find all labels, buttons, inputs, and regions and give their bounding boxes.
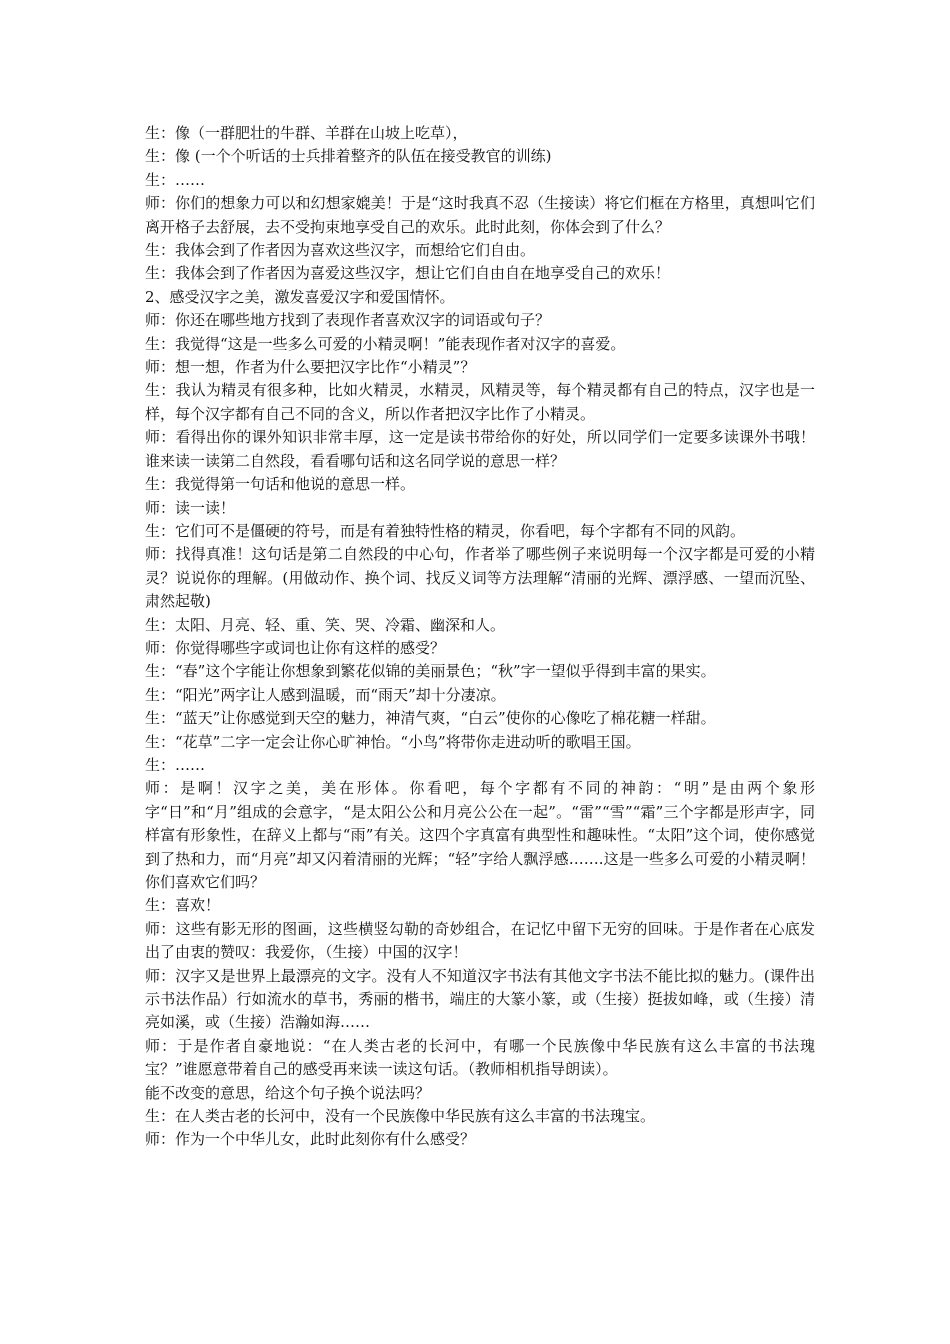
paragraph: 师：是啊！汉字之美，美在形体。你看吧，每个字都有不同的神韵：“明”是由两个象形字“日”和“月”组成的会意字，“是太阳公公和月亮公公在一起”。“雷”“雪”“霜”三个字都是形声字，同样富有形象性，在辞义上都与“雨”有关。这四个字真富有典型性和趣味性。“太阳”这个词，使你感觉到了热和力，而“月亮”却又闪着清丽的光辉；“轻”字给人飘浮感…….这是一些多么可爱的小精灵啊！你们喜欢它们吗？: [145, 779, 815, 891]
paragraph: 师：这些有影无形的图画，这些横竖勾勒的奇妙组合，在记忆中留下无穷的回味。于是作者在心底发出了由衷的赞叹：我爱你，（生接）中国的汉字！: [145, 919, 815, 962]
paragraph: 生：在人类古老的长河中，没有一个民族像中华民族有这么丰富的书法瑰宝。: [145, 1107, 656, 1126]
paragraph: 生：像 (一个个听话的士兵排着整齐的队伍在接受教官的训练): [145, 147, 552, 166]
paragraph: 生：“春”这个字能让你想象到繁花似锦的美丽景色；“秋”字一望似乎得到丰富的果实。: [145, 662, 716, 681]
section-heading: 2、感受汉字之美，激发喜爱汉字和爱国情怀。: [145, 287, 455, 306]
paragraph: 生：太阳、月亮、轻、重、笑、哭、冷霜、幽深和人。: [145, 615, 506, 634]
paragraph: 生：我觉得“这是一些多么可爱的小精灵啊！”能表现作者对汉字的喜爱。: [145, 334, 626, 353]
paragraph: 师：找得真准！这句话是第二自然段的中心句，作者举了哪些例子来说明每一个汉字都是可爱的小精灵？说说你的理解。(用做动作、换个词、找反义词等方法理解“清丽的光辉、漂浮感、一望而沉坠、肃然起敬): [145, 545, 815, 611]
paragraph: 师：你觉得哪些字或词也让你有这样的感受？: [145, 638, 446, 657]
document-body: [145, 122, 815, 1152]
paragraph: 师：想一想，作者为什么要把汉字比作“小精灵”？: [145, 358, 476, 377]
paragraph: 生：像（一群肥壮的牛群、羊群在山坡上吃草），: [145, 124, 468, 142]
paragraph: 生：我体会到了作者因为喜欢这些汉字，而想给它们自由。: [145, 241, 536, 260]
paragraph: 生：我认为精灵有很多种，比如火精灵，水精灵，风精灵等，每个精灵都有自己的特点，汉字也是一样，每个汉字都有自己不同的含义，所以作者把汉字比作了小精灵。: [145, 381, 815, 423]
paragraph: 生：……: [145, 170, 206, 189]
paragraph: 生：……: [145, 755, 206, 774]
paragraph: 生：我体会到了作者因为喜爱这些汉字，想让它们自由自在地享受自己的欢乐！: [145, 264, 671, 283]
paragraph: 生：“阳光”两字让人感到温暖，而“雨天”却十分凄凉。: [145, 685, 506, 704]
paragraph: 生：喜欢！: [145, 896, 221, 915]
paragraph: 生：“蓝天”让你感觉到天空的魅力，神清气爽，“白云”使你的心像吃了棉花糖一样甜。: [145, 709, 716, 728]
paragraph: 生：“花草”二字一定会让你心旷神怡。“小鸟”将带你走进动听的歌唱王国。: [145, 732, 641, 751]
paragraph: 生：我觉得第一句话和他说的意思一样。: [145, 475, 416, 494]
paragraph: 师：你们的想象力可以和幻想家媲美！于是“这时我真不忍（生接读）将它们框在方格里，真想叫它们离开格子去舒展，去不受拘束地享受自己的欢乐。此时此刻，你体会到了什么？: [145, 194, 815, 236]
paragraph: 师：汉字又是世界上最漂亮的文字。没有人不知道汉字书法有其他文字书法不能比拟的魅力。(课件出示书法作品）行如流水的草书，秀丽的楷书，端庄的大篆小篆，或（生接）挺拔如峰，或（生接）清亮如溪，或（生接）浩瀚如海……: [145, 966, 815, 1032]
paragraph: 师：作为一个中华儿女，此时此刻你有什么感受？: [145, 1130, 476, 1149]
paragraph: 师：看得出你的课外知识非常丰厚，这一定是读书带给你的好处，所以同学们一定要多读课外书哦！谁来读一读第二自然段，看看哪句话和这名同学说的意思一样？: [145, 428, 815, 470]
paragraph: 师：读一读！: [145, 498, 236, 517]
paragraph: 生：它们可不是僵硬的符号，而是有着独特性格的精灵，你看吧，每个字都有不同的风韵。: [145, 521, 746, 540]
paragraph: 能不改变的意思，给这个句子换个说法吗？: [145, 1083, 431, 1102]
paragraph: 师：于是作者自豪地说：“在人类古老的长河中，有哪一个民族像中华民族有这么丰富的书法瑰宝？”谁愿意带着自己的感受再来读一读这句话。（教师相机指导朗读）。: [145, 1036, 815, 1079]
paragraph: 师：你还在哪些地方找到了表现作者喜欢汉字的词语或句子？: [145, 311, 551, 330]
